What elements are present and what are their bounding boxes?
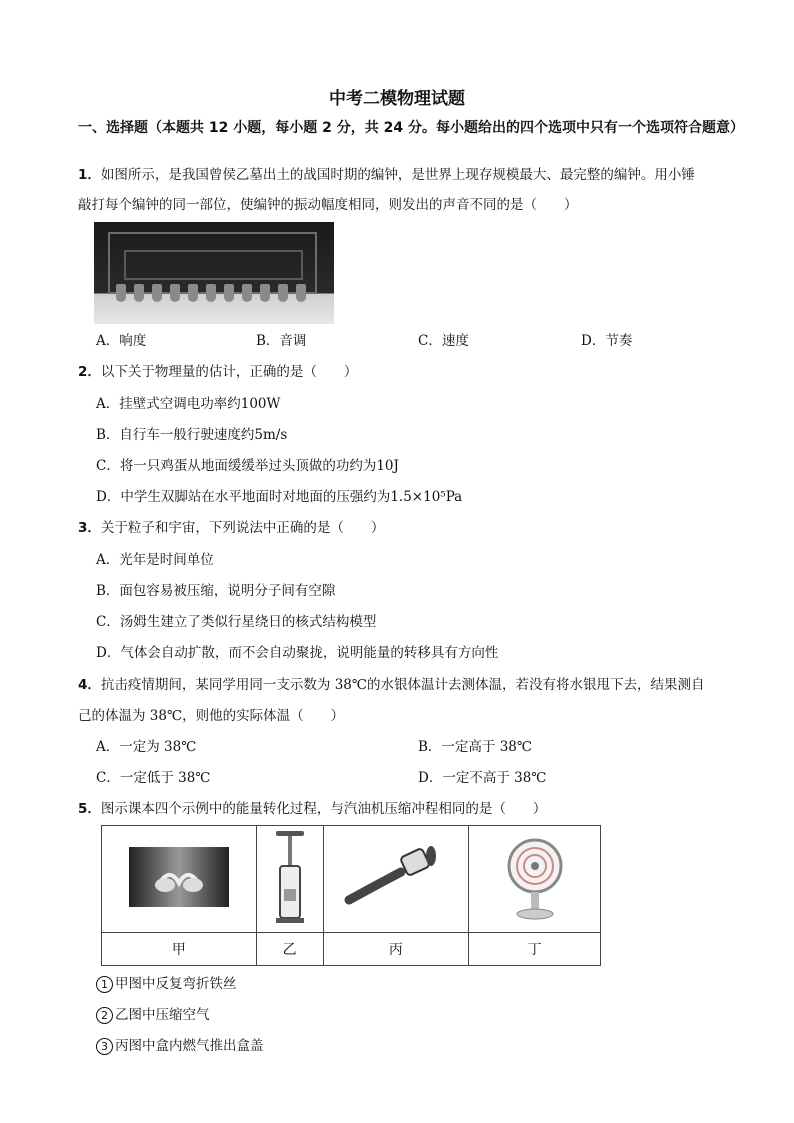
q4-option-b: B．一定高于 38℃ <box>418 739 532 755</box>
q2-number: 2． <box>78 364 101 380</box>
figure-ding <box>469 826 601 933</box>
bell-icon <box>296 284 306 302</box>
figure-yi <box>256 826 323 933</box>
q3-option-d: D．气体会自动扩散，而不会自动聚拢，说明能量的转移具有方向性 <box>96 645 499 661</box>
bianzhong-photo <box>94 222 334 324</box>
electric-heater-icon <box>500 832 570 922</box>
q2-stem <box>78 363 357 381</box>
q2-option-d: D．中学生双脚站在水平地面时对地面的压强约为1.5×10⁵Pa <box>96 489 463 505</box>
page-title: 中考二模物理试题 <box>329 89 465 109</box>
q3-stem <box>78 519 384 537</box>
bell-rack-inner <box>124 250 303 280</box>
q1-text1: 如图所示，是我国曾侯乙墓出土的战国时期的编钟，是世界上现存规模最大、最完整的编钟。用小锤 <box>100 167 695 183</box>
q1-number: 1． <box>78 167 101 183</box>
q4-text1: 抗击疫情期间，某同学用同一支示数为 38℃的水银体温计去测体温，若没有将水银甩下去，结果测自 <box>100 677 705 693</box>
q2-text: 以下关于物理量的估计，正确的是（ ） <box>100 364 358 380</box>
q4-option-c: C．一定低于 38℃ <box>96 770 211 786</box>
q1-option-c: C．速度 <box>418 333 469 349</box>
q5-item-2-text: 乙图中压缩空气 <box>115 1007 210 1023</box>
q1-option-d: D．节奏 <box>581 333 633 349</box>
q3-option-c: C．汤姆生建立了类似行星绕日的核式结构模型 <box>96 614 377 630</box>
bell-icon <box>134 284 144 302</box>
q1-line1 <box>78 166 695 184</box>
q1-option-a: A．响度 <box>96 333 147 349</box>
figure-bing <box>323 826 469 933</box>
bell-icon <box>278 284 288 302</box>
q1-line2: 敲打每个编钟的同一部位，使编钟的振动幅度相同，则发出的声音不同的是（ ） <box>78 197 578 213</box>
bending-wire-icon <box>129 847 229 907</box>
q2-option-a: A．挂壁式空调电功率约100W <box>96 396 281 412</box>
q5-stem <box>78 800 546 818</box>
q4-option-d: D．一定不高于 38℃ <box>418 770 547 786</box>
section-heading: 一、选择题（本题共 12 小题，每小题 2 分，共 24 分。每小题给出的四个选项中只有一个选项符合题意） <box>78 120 744 136</box>
q4-line1 <box>78 676 704 694</box>
q5-item-1-text: 甲图中反复弯折铁丝 <box>115 976 237 992</box>
q3-option-b: B．面包容易被压缩，说明分子间有空隙 <box>96 583 336 599</box>
q4-number: 4． <box>78 677 101 693</box>
q5-figure-table <box>101 825 601 966</box>
q5-text: 图示课本四个示例中的能量转化过程，与汽油机压缩冲程相同的是（ ） <box>100 801 547 817</box>
q5-item-2 <box>96 1006 210 1024</box>
figure-jia <box>102 826 257 933</box>
caption-jia: 甲 <box>102 933 257 966</box>
caption-yi: 乙 <box>256 933 323 966</box>
q5-item-3-text: 丙图中盒内燃气推出盒盖 <box>115 1038 264 1054</box>
caption-ding: 丁 <box>469 933 601 966</box>
q4-line2: 己的体温为 38℃，则他的实际体温（ ） <box>78 708 345 724</box>
q2-option-b: B．自行车一般行驶速度约5m/s <box>96 427 288 443</box>
q3-option-a: A．光年是时间单位 <box>96 552 214 568</box>
caption-bing: 丙 <box>323 933 469 966</box>
bell-icon <box>188 284 198 302</box>
q4-option-a: A．一定为 38℃ <box>96 739 197 755</box>
bell-icon <box>260 284 270 302</box>
air-pump-icon <box>270 829 310 925</box>
q5-item-1 <box>96 975 237 993</box>
circled-number: 1 <box>96 976 113 993</box>
q3-number: 3． <box>78 520 101 536</box>
q5-item-3 <box>96 1037 264 1055</box>
q1-option-b: B．音调 <box>256 333 307 349</box>
bell-icon <box>242 284 252 302</box>
circled-number: 2 <box>96 1007 113 1024</box>
q5-number: 5． <box>78 801 101 817</box>
bell-icon <box>170 284 180 302</box>
q3-text: 关于粒子和宇宙，下列说法中正确的是（ ） <box>100 520 385 536</box>
q2-option-c: C．将一只鸡蛋从地面缓缓举过头顶做的功约为10J <box>96 458 399 474</box>
bell-icon <box>116 284 126 302</box>
circled-number: 3 <box>96 1038 113 1055</box>
bell-icon <box>206 284 216 302</box>
bell-icon <box>152 284 162 302</box>
bell-icon <box>224 284 234 302</box>
spark-igniter-box-icon <box>341 842 451 912</box>
